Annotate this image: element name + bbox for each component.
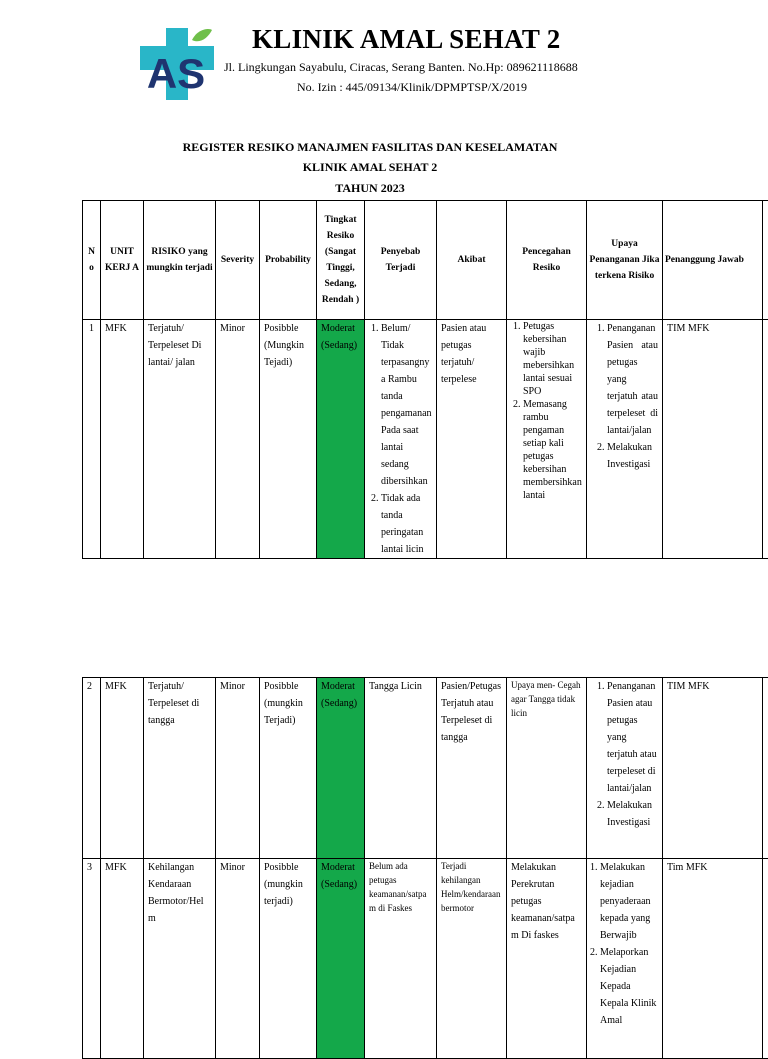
col-header-severity: Severity <box>216 201 260 320</box>
severity-cell: Minor <box>216 678 260 859</box>
akibat-cell: Terjadi kehilangan Helm/kendaraan bermotor <box>437 859 507 1059</box>
pencegahan-cell: Upaya men- Cegah agar Tangga tidak licin <box>507 678 587 859</box>
col-header-akibat: Akibat <box>437 201 507 320</box>
list-item: 2. Melaporkan Kejadian Kepada Kepala Klinik Amal <box>600 944 658 1029</box>
cut-cell <box>763 320 768 559</box>
clinic-logo <box>136 24 216 104</box>
list-item: 1. Penanganan Pasien atau petugas yang terjatuh atau terpeleset di lantai/jalan <box>607 320 658 439</box>
table-row <box>83 678 768 859</box>
register-subtitle: KLINIK AMAL SEHAT 2 <box>0 160 740 175</box>
license-number: No. Izin : 445/09134/Klinik/DPMPTSP/X/2019 <box>297 80 527 95</box>
upaya-cell <box>587 320 663 559</box>
list-item: 1. Melakukan kejadian penyaderaan kepada yang Berwajib <box>600 859 658 944</box>
tingkat-risiko-cell: Moderat (Sedang) <box>317 859 365 1059</box>
list-item: 2. Memasang rambu pengaman setiap kali petugas kebersihan membersihkan lantai <box>523 398 582 502</box>
clinic-address: Jl. Lingkungan Sayabulu, Ciracas, Serang Banten. No.Hp: 089621118688 <box>224 60 578 75</box>
list-item: 2. Melakukan Investigasi <box>607 439 658 473</box>
risiko-cell: Terjatuh/ Terpeleset di tangga <box>144 678 216 859</box>
akibat-cell: Pasien atau petugas terjatuh/ terpelese <box>437 320 507 559</box>
pencegahan-cell: Melakukan Perekrutan petugas keamanan/satpa m Di faskes <box>507 859 587 1059</box>
probability-cell: Posibble (mungkin Terjadi) <box>260 678 317 859</box>
pencegahan-cell <box>507 320 587 559</box>
risk-register-table <box>82 200 768 559</box>
upaya-cell <box>587 678 663 859</box>
tingkat-risiko-cell: Moderat (Sedang) <box>317 678 365 859</box>
table-row <box>83 859 768 1059</box>
col-header-unit: UNIT KERJ A <box>101 201 144 320</box>
table-row <box>83 320 768 559</box>
clinic-name: KLINIK AMAL SEHAT 2 <box>252 24 561 55</box>
severity-cell: Minor <box>216 859 260 1059</box>
col-header-tingkat: Tingkat Resiko (Sangat Tinggi, Sedang, Rendah ) <box>317 201 365 320</box>
col-header-risiko: RISIKO yang mungkin terjadi <box>144 201 216 320</box>
penanggung-jawab-cell: Tim MFK <box>663 859 763 1059</box>
penyebab-cell: Tangga Licin <box>365 678 437 859</box>
risk-register-table-continued <box>82 677 768 1059</box>
unit-cell: MFK <box>101 678 144 859</box>
upaya-cell <box>587 859 663 1059</box>
row-number: 1 <box>83 320 101 559</box>
col-header-no: N o <box>83 201 101 320</box>
table-header-row <box>83 201 768 320</box>
probability-cell: Posibble (Mungkin Tejadi) <box>260 320 317 559</box>
col-header-cut <box>763 201 768 320</box>
cut-cell <box>763 859 768 1059</box>
penyebab-cell: Belum ada petugas keamanan/satpam di Faskes <box>365 859 437 1059</box>
col-header-probability: Probability <box>260 201 317 320</box>
probability-cell: Posibble (mungkin terjadi) <box>260 859 317 1059</box>
row-number: 3 <box>83 859 101 1059</box>
list-item: 2. Melakukan Investigasi <box>607 797 658 831</box>
list-item: 1. Petugas kebersihan wajib mebersihkan lantai sesuai SPO <box>523 320 582 398</box>
unit-cell: MFK <box>101 320 144 559</box>
register-year: TAHUN 2023 <box>0 181 740 196</box>
unit-cell: MFK <box>101 859 144 1059</box>
penanggung-jawab-cell: TIM MFK <box>663 678 763 859</box>
list-item: 1. Penanganan Pasien atau petugas yang terjatuh atau terpeleset di lantai/jalan <box>607 678 658 797</box>
logo-letters: AS <box>147 50 205 97</box>
col-header-pj: Penanggung Jawab <box>663 201 763 320</box>
cut-cell <box>763 678 768 859</box>
tingkat-risiko-cell: Moderat (Sedang) <box>317 320 365 559</box>
col-header-penyebab: Penyebab Terjadi <box>365 201 437 320</box>
risiko-cell: Terjatuh/ Terpeleset Di lantai/ jalan <box>144 320 216 559</box>
col-header-pencegahan: Pencegahan Resiko <box>507 201 587 320</box>
penanggung-jawab-cell: TIM MFK <box>663 320 763 559</box>
list-item: 1. Belum/ Tidak terpasangnya Rambu tanda pengamanan Pada saat lantai sedang dibersihkan <box>381 320 432 490</box>
risiko-cell: Kehilangan Kendaraan Bermotor/Helm <box>144 859 216 1059</box>
register-title: REGISTER RESIKO MANAJMEN FASILITAS DAN KESELAMATAN <box>0 140 740 155</box>
penyebab-cell <box>365 320 437 559</box>
row-number: 2 <box>83 678 101 859</box>
col-header-upaya: Upaya Penanganan Jika terkena Risiko <box>587 201 663 320</box>
akibat-cell: Pasien/Petugas Terjatuh atau Terpeleset di tangga <box>437 678 507 859</box>
severity-cell: Minor <box>216 320 260 559</box>
list-item: 2. Tidak ada tanda peringatan lantai licin <box>381 490 432 558</box>
leaf-icon <box>192 29 212 41</box>
